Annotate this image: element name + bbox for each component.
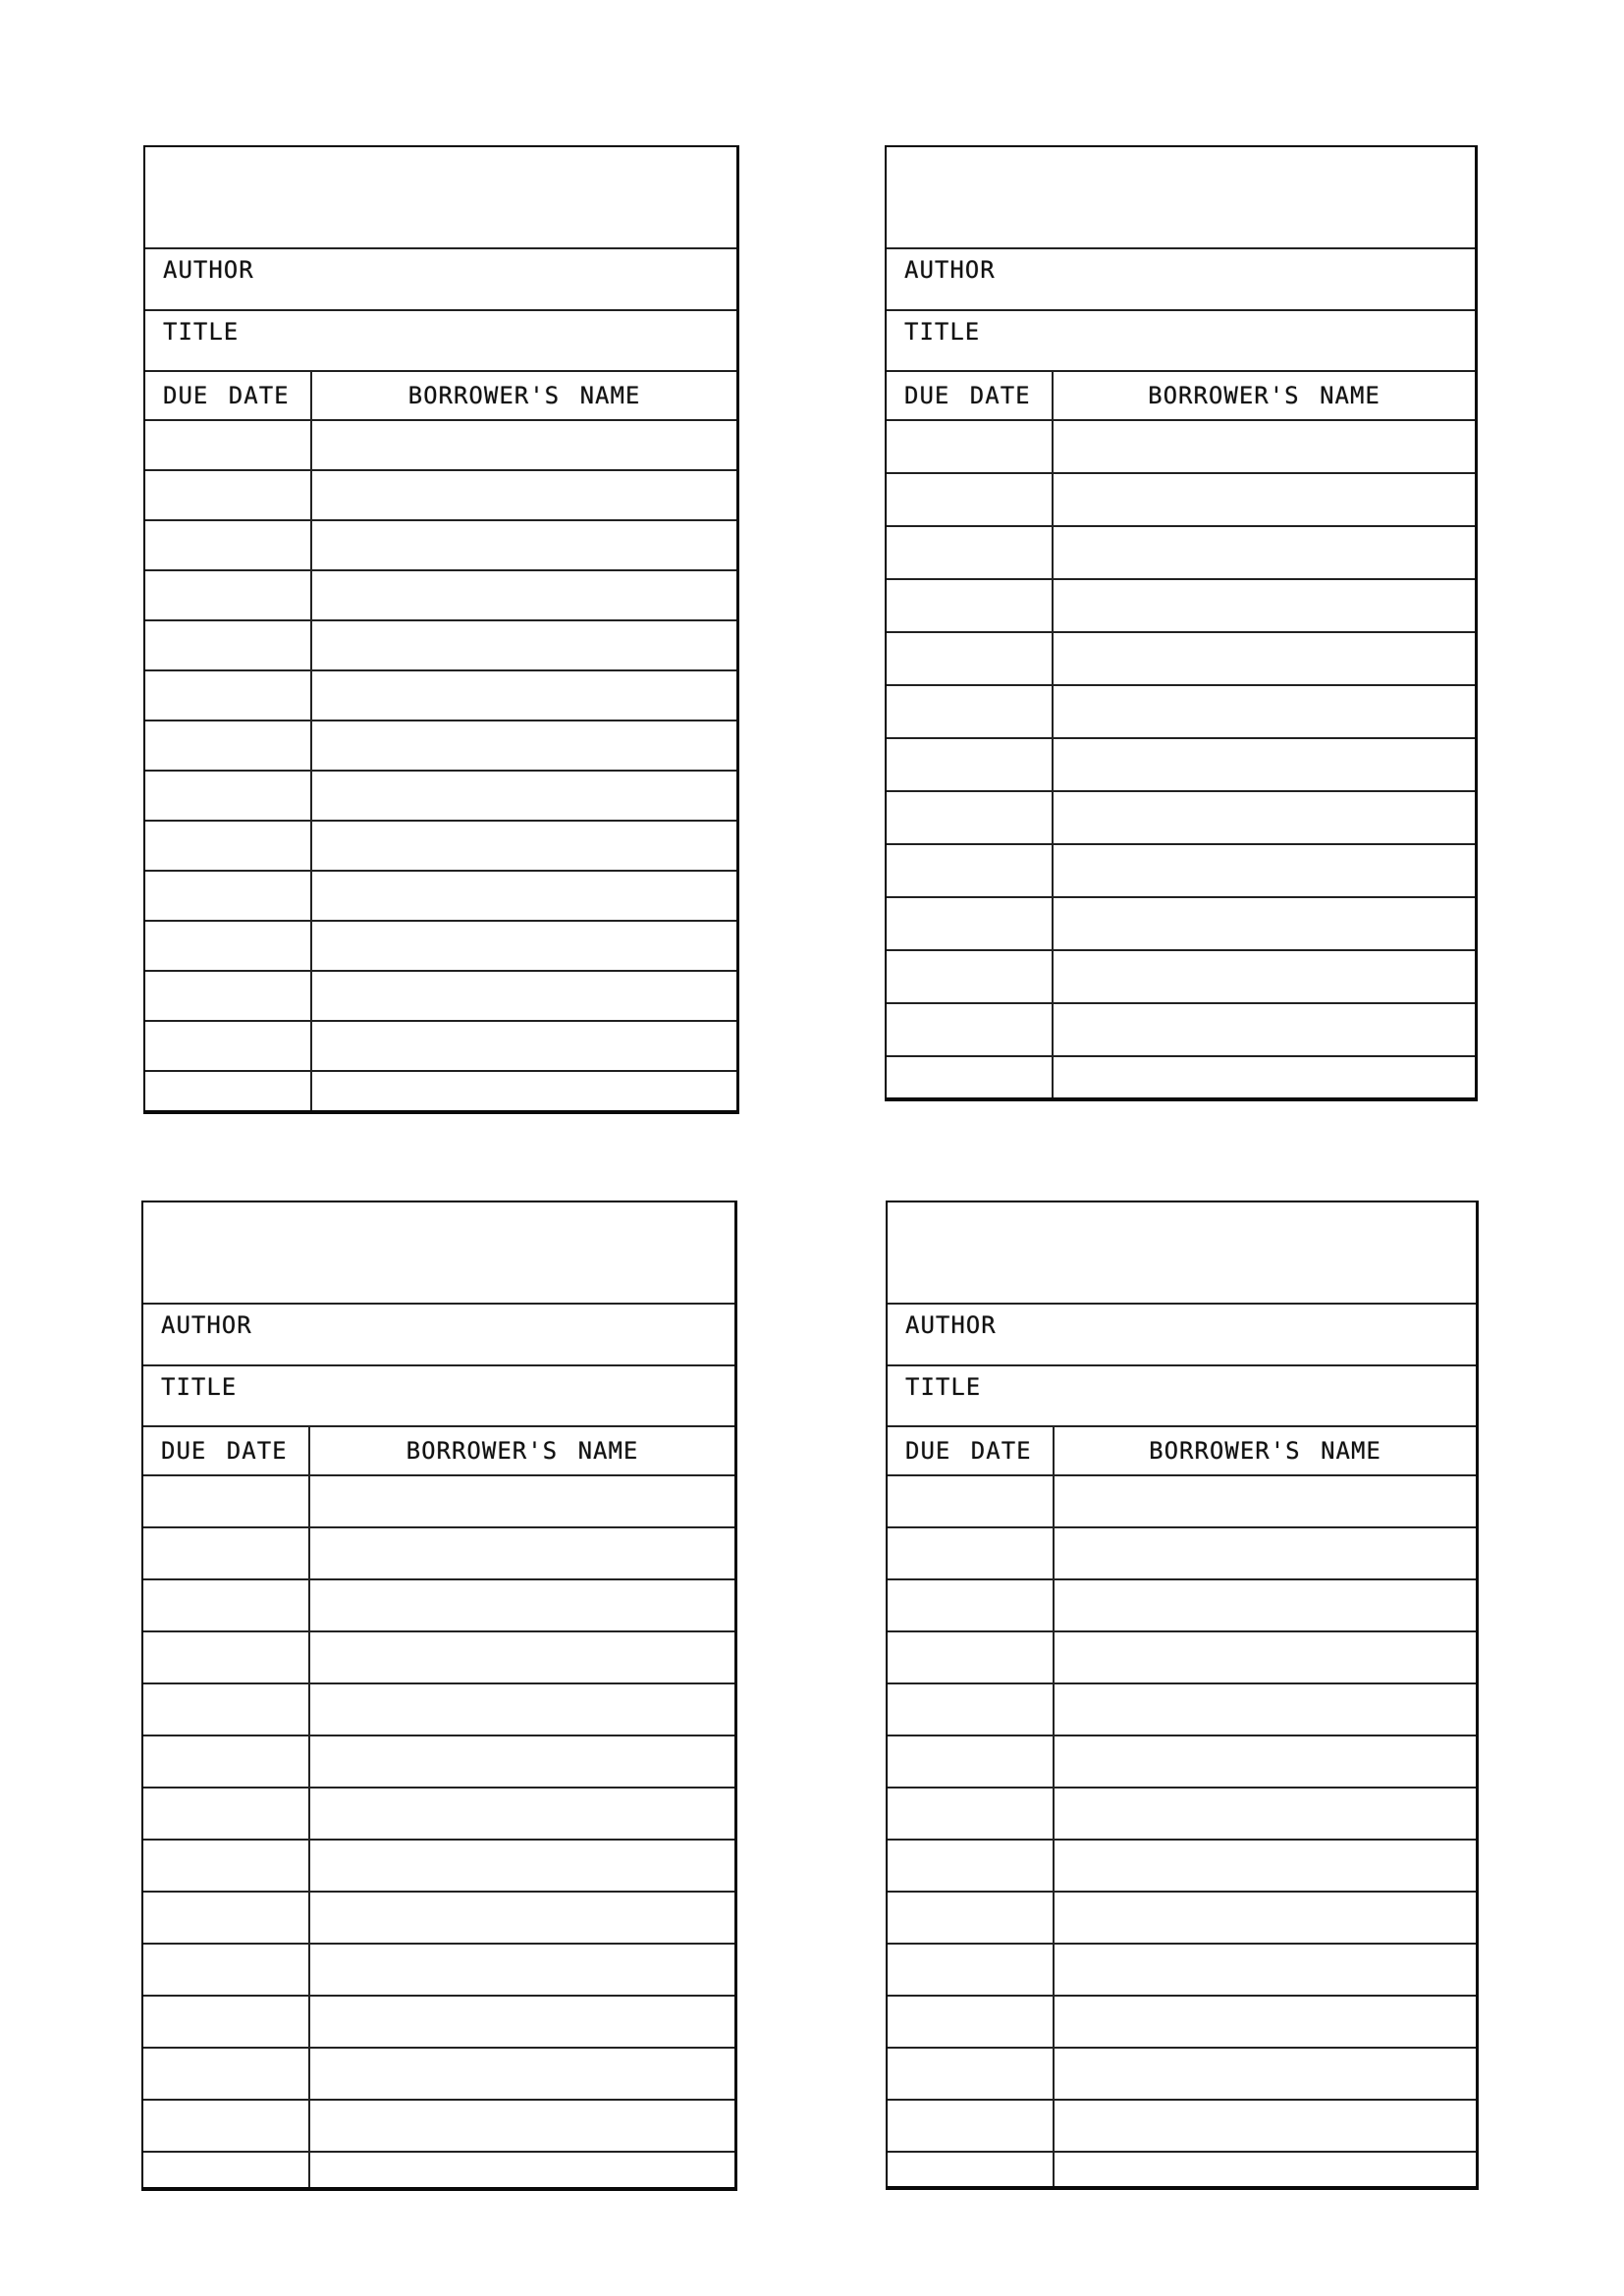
due-date-cell xyxy=(143,1945,310,1995)
borrower-name-cell xyxy=(1054,1057,1475,1097)
empty-row xyxy=(887,1057,1475,1097)
empty-row xyxy=(887,739,1475,792)
empty-row xyxy=(888,1997,1476,2049)
empty-row xyxy=(145,521,736,571)
borrower-name-cell xyxy=(310,1789,734,1839)
empty-row xyxy=(887,633,1475,686)
empty-row xyxy=(888,1580,1476,1632)
due-date-cell xyxy=(887,792,1054,843)
borrower-name-cell xyxy=(1055,1945,1476,1995)
borrower-name-cell xyxy=(312,1072,736,1110)
borrower-name-cell xyxy=(310,1580,734,1630)
borrower-name-cell xyxy=(312,571,736,619)
due-date-cell xyxy=(888,2101,1055,2151)
borrower-name-cell xyxy=(312,471,736,519)
title-label: TITLE xyxy=(905,1373,982,1401)
card-pocket-header xyxy=(888,1202,1476,1305)
due-date-cell xyxy=(887,739,1054,790)
due-date-cell xyxy=(887,474,1054,525)
author-label: AUTHOR xyxy=(163,256,254,284)
due-date-cell xyxy=(143,1841,310,1891)
empty-row xyxy=(887,527,1475,580)
due-date-label: DUE DATE xyxy=(905,1437,1032,1465)
empty-row xyxy=(887,1004,1475,1057)
due-date-cell xyxy=(143,2153,310,2187)
due-date-label: DUE DATE xyxy=(904,382,1031,409)
borrower-name-cell xyxy=(312,721,736,770)
borrower-name-cell xyxy=(310,1841,734,1891)
empty-row xyxy=(145,922,736,972)
author-row xyxy=(887,249,1475,311)
due-date-cell xyxy=(145,521,312,569)
due-date-cell xyxy=(145,922,312,970)
due-date-label: DUE DATE xyxy=(161,1437,288,1465)
due-date-cell xyxy=(145,471,312,519)
empty-row xyxy=(145,671,736,721)
columns-header-row xyxy=(145,372,736,421)
borrower-name-cell xyxy=(310,1476,734,1526)
due-date-cell xyxy=(888,2049,1055,2099)
empty-row xyxy=(888,1789,1476,1841)
empty-row xyxy=(145,421,736,471)
due-date-cell xyxy=(887,527,1054,578)
empty-row xyxy=(145,471,736,521)
borrower-name-cell xyxy=(1055,1841,1476,1891)
due-date-cell xyxy=(888,1528,1055,1578)
title-label: TITLE xyxy=(163,318,240,346)
due-date-cell xyxy=(143,1736,310,1787)
borrower-name-cell xyxy=(310,1632,734,1682)
due-date-cell xyxy=(888,1789,1055,1839)
due-date-cell xyxy=(887,1057,1054,1097)
borrower-name-cell xyxy=(1055,1632,1476,1682)
title-row xyxy=(143,1366,734,1427)
borrower-name-label: BORROWER'S NAME xyxy=(407,382,641,409)
borrower-name-cell xyxy=(312,1022,736,1070)
due-date-cell xyxy=(888,1893,1055,1943)
empty-row xyxy=(143,1841,734,1893)
borrower-name-cell xyxy=(1055,1893,1476,1943)
empty-row xyxy=(145,721,736,772)
due-date-cell xyxy=(887,686,1054,737)
library-card-top-left xyxy=(143,145,739,1114)
due-date-cell xyxy=(143,1580,310,1630)
empty-row xyxy=(888,1632,1476,1684)
due-date-cell xyxy=(143,1893,310,1943)
empty-row xyxy=(145,972,736,1022)
due-date-cell xyxy=(888,1841,1055,1891)
empty-row xyxy=(888,1528,1476,1580)
due-date-cell xyxy=(887,580,1054,631)
due-date-cell xyxy=(145,1072,312,1110)
card-pocket-header xyxy=(887,147,1475,249)
borrower-name-cell xyxy=(312,872,736,920)
borrower-name-cell xyxy=(1055,1789,1476,1839)
borrower-name-cell xyxy=(310,2101,734,2151)
empty-row xyxy=(145,872,736,922)
borrower-name-header-cell xyxy=(310,1427,734,1474)
due-date-header-cell xyxy=(888,1427,1055,1474)
due-date-cell xyxy=(143,2049,310,2099)
empty-rows-area xyxy=(887,421,1475,1097)
columns-header-row xyxy=(888,1427,1476,1476)
due-date-cell xyxy=(887,421,1054,472)
borrower-name-cell xyxy=(310,2049,734,2099)
empty-row xyxy=(888,1893,1476,1945)
empty-row xyxy=(145,621,736,671)
borrower-name-cell xyxy=(1054,1004,1475,1055)
due-date-cell xyxy=(887,1004,1054,1055)
empty-row xyxy=(888,1684,1476,1736)
due-date-cell xyxy=(145,671,312,720)
borrower-name-cell xyxy=(1054,898,1475,949)
borrower-name-cell xyxy=(310,1945,734,1995)
due-date-cell xyxy=(887,898,1054,949)
borrower-name-cell xyxy=(1054,633,1475,684)
borrower-name-cell xyxy=(1055,1736,1476,1787)
due-date-cell xyxy=(888,1945,1055,1995)
borrower-name-cell xyxy=(310,2153,734,2187)
empty-row xyxy=(143,1476,734,1528)
due-date-cell xyxy=(888,1997,1055,2047)
due-date-cell xyxy=(888,1736,1055,1787)
author-label: AUTHOR xyxy=(904,256,996,284)
empty-row xyxy=(887,580,1475,633)
empty-row xyxy=(888,1945,1476,1997)
borrower-name-cell xyxy=(310,1736,734,1787)
borrower-name-cell xyxy=(1054,580,1475,631)
borrower-name-cell xyxy=(1055,1997,1476,2047)
due-date-header-cell xyxy=(145,372,312,419)
empty-row xyxy=(143,1893,734,1945)
due-date-cell xyxy=(888,1476,1055,1526)
empty-row xyxy=(888,2153,1476,2186)
borrower-name-header-cell xyxy=(1055,1427,1476,1474)
borrower-name-cell xyxy=(312,671,736,720)
due-date-cell xyxy=(143,1632,310,1682)
borrower-name-cell xyxy=(1054,686,1475,737)
due-date-label: DUE DATE xyxy=(163,382,290,409)
borrower-name-header-cell xyxy=(1054,372,1475,419)
title-label: TITLE xyxy=(161,1373,238,1401)
empty-row xyxy=(143,1736,734,1789)
author-label: AUTHOR xyxy=(905,1311,997,1339)
empty-row xyxy=(143,1789,734,1841)
due-date-cell xyxy=(145,822,312,870)
due-date-cell xyxy=(145,621,312,669)
author-label: AUTHOR xyxy=(161,1311,252,1339)
empty-row xyxy=(145,571,736,621)
title-row xyxy=(888,1366,1476,1427)
due-date-cell xyxy=(145,772,312,820)
empty-row xyxy=(143,2153,734,2187)
empty-row xyxy=(887,951,1475,1004)
empty-row xyxy=(888,2101,1476,2153)
borrower-name-cell xyxy=(312,421,736,469)
library-card-bottom-left xyxy=(141,1201,737,2191)
empty-row xyxy=(145,822,736,872)
due-date-cell xyxy=(887,633,1054,684)
borrower-name-cell xyxy=(1055,1580,1476,1630)
card-pocket-header xyxy=(145,147,736,249)
author-row xyxy=(143,1305,734,1366)
borrower-name-cell xyxy=(1055,1684,1476,1735)
due-date-cell xyxy=(143,2101,310,2151)
borrower-name-cell xyxy=(1055,2153,1476,2186)
due-date-cell xyxy=(145,721,312,770)
empty-row xyxy=(143,1528,734,1580)
columns-header-row xyxy=(887,372,1475,421)
due-date-cell xyxy=(888,1632,1055,1682)
empty-row xyxy=(143,1945,734,1997)
borrower-name-cell xyxy=(1055,2101,1476,2151)
empty-row xyxy=(145,1022,736,1072)
empty-row xyxy=(887,845,1475,898)
due-date-cell xyxy=(145,571,312,619)
empty-row xyxy=(888,2049,1476,2101)
borrower-name-cell xyxy=(310,1684,734,1735)
library-card-bottom-right xyxy=(886,1201,1479,2190)
due-date-cell xyxy=(887,951,1054,1002)
empty-row xyxy=(887,898,1475,951)
borrower-name-label: BORROWER'S NAME xyxy=(406,1437,639,1465)
borrower-name-cell xyxy=(312,922,736,970)
card-pocket-header xyxy=(143,1202,734,1305)
empty-row xyxy=(887,792,1475,845)
borrower-name-cell xyxy=(1054,845,1475,896)
empty-row xyxy=(887,474,1475,527)
due-date-cell xyxy=(143,1684,310,1735)
borrower-name-cell xyxy=(310,1893,734,1943)
due-date-cell xyxy=(145,1022,312,1070)
borrower-name-cell xyxy=(312,772,736,820)
borrower-name-cell xyxy=(1054,739,1475,790)
borrower-name-cell xyxy=(310,1997,734,2047)
title-label: TITLE xyxy=(904,318,981,346)
empty-row xyxy=(143,1997,734,2049)
borrower-name-cell xyxy=(1055,1476,1476,1526)
due-date-cell xyxy=(145,872,312,920)
due-date-header-cell xyxy=(143,1427,310,1474)
borrower-name-cell xyxy=(1054,527,1475,578)
due-date-cell xyxy=(888,1684,1055,1735)
empty-row xyxy=(887,686,1475,739)
empty-row xyxy=(145,1072,736,1110)
borrower-name-cell xyxy=(1055,2049,1476,2099)
empty-row xyxy=(143,1684,734,1736)
empty-rows-area xyxy=(888,1476,1476,2186)
due-date-cell xyxy=(888,1580,1055,1630)
empty-row xyxy=(145,772,736,822)
borrower-name-header-cell xyxy=(312,372,736,419)
due-date-cell xyxy=(888,2153,1055,2186)
library-card-top-right xyxy=(885,145,1478,1101)
columns-header-row xyxy=(143,1427,734,1476)
due-date-cell xyxy=(143,1528,310,1578)
due-date-cell xyxy=(143,1997,310,2047)
empty-row xyxy=(888,1736,1476,1789)
title-row xyxy=(887,311,1475,372)
due-date-header-cell xyxy=(887,372,1054,419)
author-row xyxy=(888,1305,1476,1366)
borrower-name-cell xyxy=(312,521,736,569)
due-date-cell xyxy=(145,421,312,469)
borrower-name-cell xyxy=(312,822,736,870)
due-date-cell xyxy=(143,1789,310,1839)
due-date-cell xyxy=(145,972,312,1020)
borrower-name-cell xyxy=(312,972,736,1020)
empty-rows-area xyxy=(145,421,736,1110)
borrower-name-cell xyxy=(312,621,736,669)
borrower-name-cell xyxy=(310,1528,734,1578)
empty-row xyxy=(888,1476,1476,1528)
borrower-name-label: BORROWER'S NAME xyxy=(1148,382,1380,409)
borrower-name-cell xyxy=(1054,474,1475,525)
borrower-name-cell xyxy=(1054,792,1475,843)
empty-rows-area xyxy=(143,1476,734,2187)
title-row xyxy=(145,311,736,372)
borrower-name-cell xyxy=(1055,1528,1476,1578)
empty-row xyxy=(143,1580,734,1632)
empty-row xyxy=(143,2049,734,2101)
borrower-name-label: BORROWER'S NAME xyxy=(1149,1437,1381,1465)
empty-row xyxy=(143,1632,734,1684)
author-row xyxy=(145,249,736,311)
empty-row xyxy=(887,421,1475,474)
borrower-name-cell xyxy=(1054,951,1475,1002)
due-date-cell xyxy=(887,845,1054,896)
due-date-cell xyxy=(143,1476,310,1526)
empty-row xyxy=(143,2101,734,2153)
borrower-name-cell xyxy=(1054,421,1475,472)
empty-row xyxy=(888,1841,1476,1893)
